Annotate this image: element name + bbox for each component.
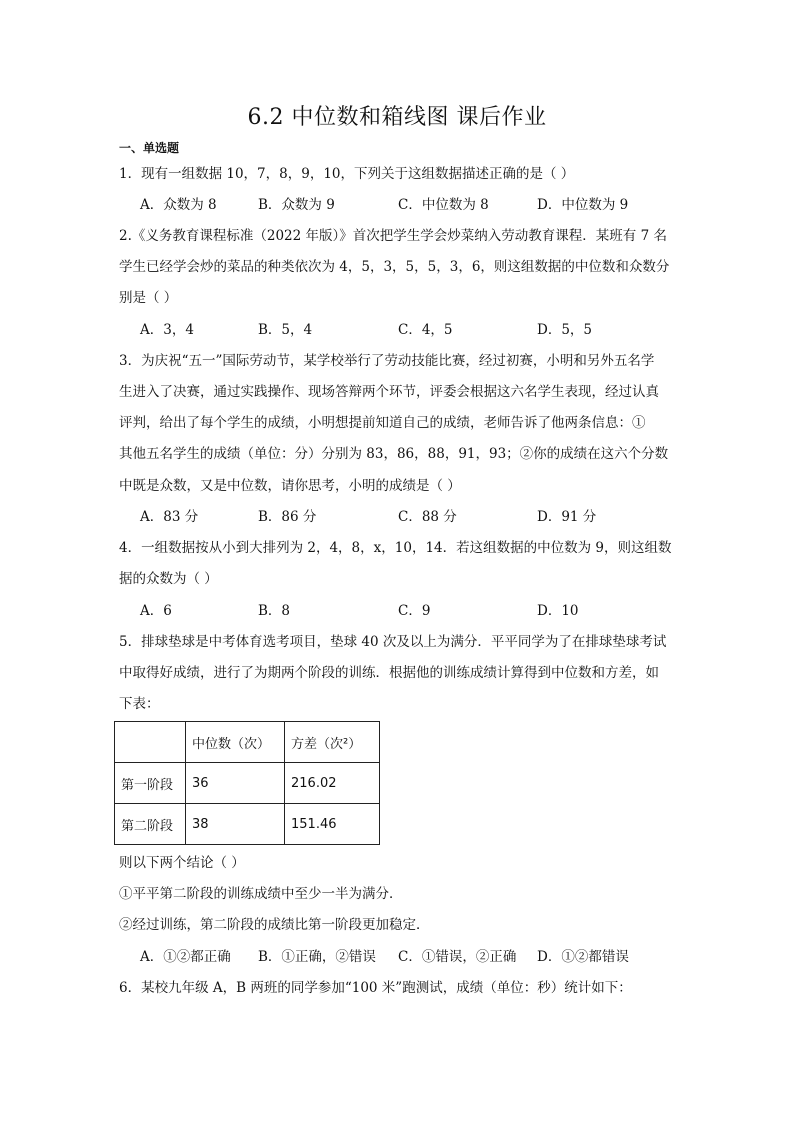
question-2-option-b: B．5，4 <box>258 322 313 338</box>
question-5-option-b: B．①正确，②错误 <box>258 949 376 965</box>
score-table <box>114 721 380 845</box>
question-3-line-4: 其他五名学生的成绩（单位：分）分别为 83，86，88，91，93；②你的成绩在这六个分数 <box>119 446 669 462</box>
question-2-line-2: 学生已经学会炒的菜品的种类依次为 4，5，3，5，5，3，6，则这组数据的中位数和众数分 <box>119 259 670 275</box>
question-3-option-a: A．83 分 <box>140 509 199 525</box>
table-cell: 36 <box>186 763 285 804</box>
question-1-stem: 1．现有一组数据 10，7，8，9，10，下列关于这组数据描述正确的是（ ） <box>119 166 575 182</box>
table-cell <box>115 722 186 763</box>
question-4-option-a: A．6 <box>140 603 172 619</box>
table-cell: 38 <box>186 804 285 845</box>
question-1-option-a: A．众数为 8 <box>140 197 217 213</box>
question-4-option-b: B．8 <box>258 603 291 619</box>
table-cell: 第一阶段 <box>115 763 186 804</box>
table-row <box>115 804 380 845</box>
question-3-line-3: 评判，给出了每个学生的成绩，小明想提前知道自己的成绩，老师告诉了他两条信息：① <box>119 415 646 431</box>
question-5-after-2: ①平平第二阶段的训练成绩中至少一半为满分． <box>119 886 403 902</box>
question-5-after-1: 则以下两个结论（ ） <box>119 855 245 871</box>
question-5-option-d: D．①②都错误 <box>537 949 629 965</box>
question-4-option-d: D．10 <box>537 603 579 619</box>
question-5-option-a: A．①②都正确 <box>140 949 231 965</box>
table-cell: 第二阶段 <box>115 804 186 845</box>
table-cell: 216.02 <box>285 763 380 804</box>
question-5-after-3: ②经过训练，第二阶段的成绩比第一阶段更加稳定． <box>119 917 430 933</box>
question-2-option-c: C．4，5 <box>398 322 453 338</box>
table-row <box>115 763 380 804</box>
question-2-option-a: A．3，4 <box>140 322 194 338</box>
section-heading: 一、单选题 <box>119 141 180 155</box>
table-cell: 151.46 <box>285 804 380 845</box>
question-4-line-1: 4．一组数据按从小到大排列为 2，4，8，x，10，14．若这组数据的中位数为 9，则这组数 <box>119 540 672 556</box>
question-5-option-c: C．①错误，②正确 <box>398 949 517 965</box>
table-header-cell: 方差（次²） <box>285 722 380 763</box>
question-3-line-1: 3．为庆祝“五一”国际劳动节，某学校举行了劳动技能比赛，经过初赛，小明和另外五名学 <box>119 353 655 369</box>
page-title: 6.2 中位数和箱线图 课后作业 <box>247 105 547 130</box>
question-1-option-d: D．中位数为 9 <box>537 197 629 213</box>
question-1-option-b: B．众数为 9 <box>258 197 335 213</box>
question-3-line-5: 中既是众数，又是中位数，请你思考，小明的成绩是（ ） <box>119 478 461 494</box>
question-2-line-1: 2.《义务教育课程标准（2022 年版）》首次把学生学会炒菜纳入劳动教育课程．某班有 7 名 <box>119 228 667 244</box>
table-header-cell: 中位数（次） <box>186 722 285 763</box>
question-2-option-d: D．5，5 <box>537 322 593 338</box>
question-5-line-1: 5．排球垫球是中考体育选考项目，垫球 40 次及以上为满分．平平同学为了在排球垫球考试 <box>119 634 667 650</box>
question-2-line-3: 别是（ ） <box>119 290 178 306</box>
question-1-option-c: C．中位数为 8 <box>398 197 489 213</box>
question-3-line-2: 生进入了决赛，通过实践操作、现场答辩两个环节，评委会根据这六名学生表现，经过认真 <box>119 384 659 400</box>
question-6-line-1: 6．某校九年级 A，B 两班的同学参加“100 米”跑测试，成绩（单位：秒）统计如下： <box>119 980 632 996</box>
question-5-line-2: 中取得好成绩，进行了为期两个阶段的训练．根据他的训练成绩计算得到中位数和方差，如 <box>119 665 659 681</box>
question-3-option-c: C．88 分 <box>398 509 457 525</box>
question-5-line-3: 下表： <box>119 696 160 712</box>
question-4-option-c: C．9 <box>398 603 431 619</box>
question-3-option-d: D．91 分 <box>537 509 597 525</box>
question-4-line-2: 据的众数为（ ） <box>119 571 218 587</box>
question-3-option-b: B．86 分 <box>258 509 317 525</box>
table-header-row <box>115 722 380 763</box>
